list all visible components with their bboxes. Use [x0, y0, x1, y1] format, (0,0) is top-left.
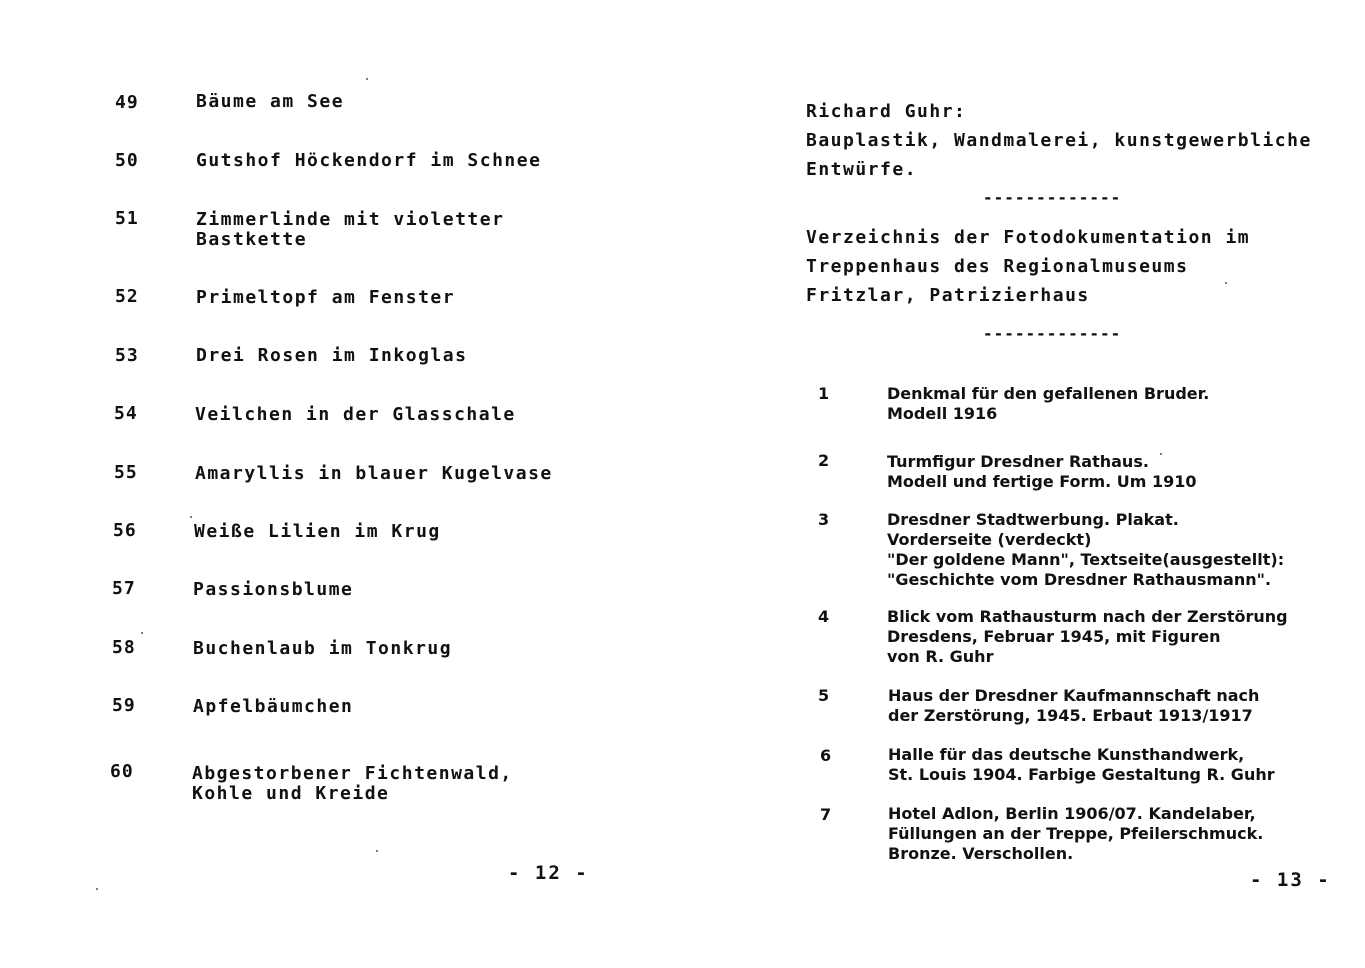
entry-number: 59: [112, 695, 136, 716]
entry-number: 6: [820, 746, 832, 765]
page-number: - 12 -: [508, 862, 589, 884]
entry-number: 4: [818, 607, 830, 626]
heading-line: Entwürfe.: [806, 159, 918, 180]
entry-number: 2: [818, 451, 830, 470]
entry-line: Vorderseite (verdeckt): [887, 530, 1092, 549]
entry-number: 53: [115, 345, 139, 366]
entry-title: Passionsblume: [193, 579, 354, 600]
entry-title: Veilchen in der Glasschale: [195, 404, 516, 425]
entry-line: "Der goldene Mann", Textseite(ausgestellt):: [887, 550, 1285, 569]
entry-text: [887, 452, 1337, 492]
heading-line: Fritzlar, Patrizierhaus: [806, 285, 1090, 306]
entry-line: Blick vom Rathausturm nach der Zerstörung: [887, 607, 1288, 626]
entry-number: 7: [820, 805, 832, 824]
entry-title-continuation: Bastkette: [196, 229, 308, 250]
entry-number: 57: [112, 578, 136, 599]
scan-speck: [366, 78, 368, 80]
entry-line: Füllungen an der Treppe, Pfeilerschmuck.: [888, 824, 1264, 843]
right-page: [700, 0, 1365, 968]
scan-speck: [190, 516, 192, 518]
left-page: [0, 0, 660, 968]
section-heading: [806, 97, 1346, 184]
entry-title: Abgestorbener Fichtenwald,: [192, 763, 513, 784]
scan-speck: [1160, 453, 1162, 455]
entry-title: Gutshof Höckendorf im Schnee: [196, 150, 542, 171]
entry-text: [887, 510, 1337, 590]
entry-title: Weiße Lilien im Krug: [194, 521, 441, 542]
entry-line: Modell und fertige Form. Um 1910: [887, 472, 1197, 491]
page-number: - 13 -: [1250, 869, 1331, 891]
scan-speck: [1225, 282, 1227, 284]
entry-title: Zimmerlinde mit violetter: [196, 209, 505, 230]
entry-line: Bronze. Verschollen.: [888, 844, 1074, 863]
entry-line: Dresdner Stadtwerbung. Plakat.: [887, 510, 1179, 529]
entry-text: [888, 745, 1338, 785]
entry-number: 52: [115, 286, 139, 307]
entry-number: 51: [115, 208, 139, 229]
entry-text: [887, 607, 1337, 667]
entry-title: Apfelbäumchen: [193, 696, 354, 717]
entry-title: Primeltopf am Fenster: [196, 287, 456, 308]
entry-line: Modell 1916: [887, 404, 998, 423]
entry-line: Haus der Dresdner Kaufmannschaft nach: [888, 686, 1260, 705]
entry-line: Hotel Adlon, Berlin 1906/07. Kandelaber,: [888, 804, 1256, 823]
entry-line: Halle für das deutsche Kunsthandwerk,: [888, 745, 1245, 764]
scan-speck: [376, 850, 378, 852]
entry-number: 56: [113, 520, 137, 541]
entry-line: von R. Guhr: [887, 647, 994, 666]
entry-text: [888, 686, 1338, 726]
entry-line: Turmfigur Dresdner Rathaus.: [887, 452, 1149, 471]
heading-line: Bauplastik, Wandmalerei, kunstgewerbliche: [806, 130, 1312, 151]
separator-line: -------------: [983, 324, 1122, 343]
scan-speck: [96, 888, 98, 890]
scan-speck: [141, 632, 143, 634]
entry-title: Drei Rosen im Inkoglas: [196, 345, 468, 366]
entry-line: der Zerstörung, 1945. Erbaut 1913/1917: [888, 706, 1253, 725]
entry-title-continuation: Kohle und Kreide: [192, 783, 390, 804]
entry-number: 58: [112, 637, 136, 658]
entry-number: 60: [110, 761, 134, 782]
entry-text: [887, 384, 1337, 424]
entry-number: 50: [115, 150, 139, 171]
heading-line: Treppenhaus des Regionalmuseums: [806, 256, 1189, 277]
heading-line: Verzeichnis der Fotodokumentation im: [806, 227, 1251, 248]
entry-line: "Geschichte vom Dresdner Rathausmann".: [887, 570, 1272, 589]
entry-text: [888, 804, 1338, 864]
entry-line: Dresdens, Februar 1945, mit Figuren: [887, 627, 1221, 646]
entry-title: Bäume am See: [196, 91, 345, 112]
section-subheading: [806, 223, 1346, 310]
entry-number: 5: [818, 686, 830, 705]
separator-line: -------------: [983, 188, 1122, 207]
entry-number: 55: [114, 462, 138, 483]
entry-title: Amaryllis in blauer Kugelvase: [195, 463, 553, 484]
entry-number: 54: [114, 403, 138, 424]
entry-line: Denkmal für den gefallenen Bruder.: [887, 384, 1210, 403]
entry-title: Buchenlaub im Tonkrug: [193, 638, 453, 659]
entry-number: 49: [115, 92, 139, 113]
entry-line: St. Louis 1904. Farbige Gestaltung R. Guhr: [888, 765, 1275, 784]
entry-number: 3: [818, 510, 830, 529]
heading-line: Richard Guhr:: [806, 101, 967, 122]
entry-number: 1: [818, 384, 830, 403]
